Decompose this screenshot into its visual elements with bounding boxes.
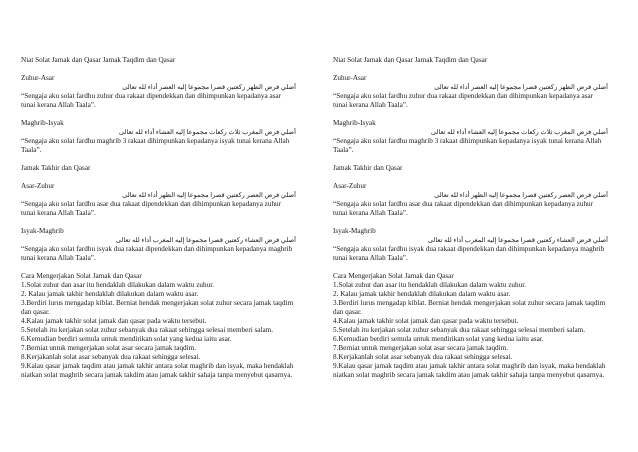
maghrib-isyak-meaning: “Sengaja aku solat fardhu maghrib 3 rakaat dihimpunkan kepadanya isyak tunai kerana Allah Taala”.: [333, 137, 602, 154]
asar-zuhur-meaning: “Sengaja aku solat fardhu asar dua rakaat dipendekkan dan dihimpunkan kepadanya zuhur tunai kerana Allah Taala”.: [21, 200, 282, 217]
zuhur-asar-meaning: “Sengaja aku solat fardhu zuhur dua rakaat dipendekkan dan dihimpunkan kepadanya asar tunai kerana Allah Taala”.: [333, 92, 594, 109]
step-item: 3.Berdiri lurus mengadap kiblat. Berniat hendak mengerjakan solat zuhur secara jamak taqdim dan qasar.: [21, 299, 294, 316]
step-item: 5.Setelah itu kerjakan solat zuhur sebanyak dua rakaat sehingga selesai memberi salam. 6.Kemudian berdiri semula untuk mendirikan solat yang kedua iaitu asar.: [333, 326, 586, 343]
zuhur-asar-heading: Zuhur-Asar: [333, 74, 367, 82]
step-item: 8.Kerjakanlah solat asar sebanyak dua rakaat sehingga selesai.: [333, 353, 513, 361]
maghrib-isyak-arabic-niat: أصلي فرض المغرب ثلاث ركعات مجموعا إليه العشاء أداء لله تعالى: [118, 129, 296, 136]
step-item: 1.Solat zuhur dan asar itu hendaklah dilakukan dalam waktu zuhur.: [333, 281, 527, 289]
zuhur-asar-meaning: “Sengaja aku solat fardhu zuhur dua rakaat dipendekkan dan dihimpunkan kepadanya asar tunai kerana Allah Taala”.: [21, 92, 282, 109]
isyak-maghrib-arabic-niat: أصلي فرض العشاء ركعتين قصرا مجموعا إليه المغرب أداء لله تعالى: [427, 237, 608, 244]
section-title: Niat Solat Jamak dan Qasar Jamak Taqdim dan Qasar: [333, 56, 488, 64]
steps-list: [333, 281, 608, 380]
steps-list: [21, 281, 296, 380]
takhir-section-title: Jamak Takhir dan Qasar: [333, 164, 403, 172]
right-column: [333, 56, 608, 380]
step-item: 9.Kalau qasar jamak taqdim atau jamak takhir antara solat maghrib dan isyak, maka hendaklah niatkan solat maghrib secara jamak takdim atau jamak takhir sahaja tanpa menyebut qasarnya.: [21, 362, 294, 379]
step-item: 4.Kalau jamak takhir solat jamak dan qasar pada waktu tersebut.: [333, 317, 519, 325]
step-item: 7.Berniat untuk mengerjakan solat asar secara jamak taqdim.: [21, 344, 197, 352]
step-item: 8.Kerjakanlah solat asar sebanyak dua rakaat sehingga selesai.: [21, 353, 201, 361]
step-item: 9.Kalau qasar jamak taqdim atau jamak takhir antara solat maghrib dan isyak, maka hendaklah niatkan solat maghrib secara jamak takdim atau jamak takhir sahaja tanpa menyebut qasarnya.: [333, 362, 606, 379]
step-item: 1.Solat zuhur dan asar itu hendaklah dilakukan dalam waktu zuhur.: [21, 281, 215, 289]
maghrib-isyak-heading: Maghrib-Isyak: [333, 119, 376, 127]
zuhur-asar-heading: Zuhur-Asar: [21, 74, 55, 82]
step-item: 4.Kalau jamak takhir solat jamak dan qasar pada waktu tersebut.: [21, 317, 207, 325]
takhir-section-title: Jamak Takhir dan Qasar: [21, 164, 91, 172]
asar-zuhur-arabic-niat: أصلي فرض العصر ركعتين قصرا مجموعا إليه الظهر أداء لله تعالى: [434, 192, 608, 199]
step-item: 7.Berniat untuk mengerjakan solat asar secara jamak taqdim.: [333, 344, 509, 352]
isyak-maghrib-arabic-niat: أصلي فرض العشاء ركعتين قصرا مجموعا إليه المغرب أداء لله تعالى: [115, 237, 296, 244]
zuhur-asar-arabic-niat: أصلي فرض الظهر ركعتين قصرا مجموعا إليه العصر أداء لله تعالى: [434, 84, 608, 91]
step-item: 2. Kalau jamak takhir hendaklah dilakukan dalam waktu asar.: [21, 290, 199, 298]
step-item: 5.Setelah itu kerjakan solat zuhur sebanyak dua rakaat sehingga selesai memberi salam. 6.Kemudian berdiri semula untuk mendirikan solat yang kedua iaitu asar.: [21, 326, 274, 343]
zuhur-asar-arabic-niat: أصلي فرض الظهر ركعتين قصرا مجموعا إليه العصر أداء لله تعالى: [122, 84, 296, 91]
isyak-maghrib-heading: Isyak-Maghrib: [21, 227, 64, 235]
isyak-maghrib-heading: Isyak-Maghrib: [333, 227, 376, 235]
isyak-maghrib-meaning: “Sengaja aku solat fardhu isyak dua rakaat dipendekkan dan dihimpunkan kepadanya maghrib tunai kerana Allah Taala”.: [333, 245, 605, 262]
maghrib-isyak-heading: Maghrib-Isyak: [21, 119, 64, 127]
steps-title: Cara Mengerjakan Solat Jamak dan Qasar: [333, 272, 454, 280]
maghrib-isyak-meaning: “Sengaja aku solat fardhu maghrib 3 rakaat dihimpunkan kepadanya isyak tunai kerana Allah Taala”.: [21, 137, 290, 154]
asar-zuhur-meaning: “Sengaja aku solat fardhu asar dua rakaat dipendekkan dan dihimpunkan kepadanya zuhur tunai kerana Allah Taala”.: [333, 200, 594, 217]
step-item: 3.Berdiri lurus mengadap kiblat. Berniat hendak mengerjakan solat zuhur secara jamak taqdim dan qasar.: [333, 299, 606, 316]
asar-zuhur-heading: Asar-Zuhur: [333, 182, 367, 190]
left-column: [21, 56, 296, 380]
step-item: 2. Kalau jamak takhir hendaklah dilakukan dalam waktu asar.: [333, 290, 511, 298]
maghrib-isyak-arabic-niat: أصلي فرض المغرب ثلاث ركعات مجموعا إليه العشاء أداء لله تعالى: [430, 129, 608, 136]
asar-zuhur-arabic-niat: أصلي فرض العصر ركعتين قصرا مجموعا إليه الظهر أداء لله تعالى: [122, 192, 296, 199]
steps-title: Cara Mengerjakan Solat Jamak dan Qasar: [21, 272, 142, 280]
section-title: Niat Solat Jamak dan Qasar Jamak Taqdim dan Qasar: [21, 56, 176, 64]
asar-zuhur-heading: Asar-Zuhur: [21, 182, 55, 190]
isyak-maghrib-meaning: “Sengaja aku solat fardhu isyak dua rakaat dipendekkan dan dihimpunkan kepadanya maghrib tunai kerana Allah Taala”.: [21, 245, 293, 262]
